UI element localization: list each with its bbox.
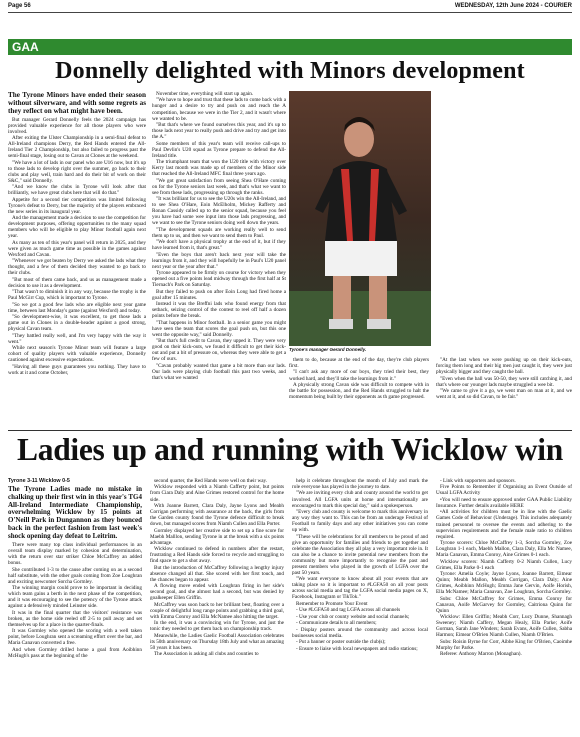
paragraph: them to do, because at the end of the day, they're club players first. — [289, 357, 429, 370]
paragraph: While next season's Tyrone Minor team will feature a large cohort of quality players with valuable experience, Donnelly cautioned against excessive expectations. — [8, 345, 146, 364]
article2-column-1 — [8, 478, 142, 733]
article2-column-4 — [436, 478, 572, 733]
article1-headline: Donnelly delighted with Minors development — [55, 58, 525, 84]
paragraph: It was in the final quarter that the visitors' resistance was broken, as the home side reeled off 2-5 to pull away and set themselves up for a place in the quarter-finals. — [8, 609, 142, 628]
paragraph: It was Gormley who opened the scoring with a well taken point, before Loughran sent a screaming effort over the bar, and Maria Canavan converted a free. — [8, 628, 142, 647]
player-image-icon — [289, 91, 431, 346]
paragraph: And when Gormley drilled home a goal from Aoibhinn McHugh's pass at the beginning of the — [8, 646, 142, 659]
article1-column-4 — [436, 357, 572, 417]
paragraph: "So development-wise, it was excellent, to get those lads a game out in Clones in a double-header against a good strong, physical Cavan team. — [8, 314, 146, 333]
paragraph: Meanwhile, the Ladies Gaelic Football Association celebrates its 50th anniversary on Thursday 18th July and what an amazing 50 years it has been. — [150, 632, 284, 651]
paragraph: Remember to Promote Your Event — [296, 600, 368, 607]
issue-date: WEDNESDAY, 12th June 2024 - COURIER — [454, 3, 572, 9]
paragraph: - Display posters around the community and across local businesses social media. — [292, 626, 428, 639]
paragraph: "Having all these guys guarantees you nothing. They have to work at it and come October, — [8, 363, 146, 376]
player-photo — [289, 91, 431, 346]
section-banner — [8, 39, 572, 55]
paragraph: With Joanne Barrett, Clara Daly, Jayne Lyons and Meabh Corrigan performing with assurance at the back, the girls from the Garden county found the Tyrone defence difficult to break down, but managed scores from Niamh Cullen and Ella Porter. — [150, 502, 284, 528]
paragraph: But they failed to push on after Eoin Long had fired home a goal after 15 minutes. — [152, 288, 286, 301]
photo-caption: Tyrone's manager Gerard Donnelly. — [289, 347, 367, 352]
paragraph: She contributed 1-3 to the cause after coming on as a second half substitute, with the other goals coming from Zoe Loughran and exciting newcomer Sorcha Gormley. — [8, 566, 142, 585]
paragraph: After exiting the Ulster Championship in a semi-final defeat to All-Ireland champions Derry, the Red Hands entered the All-Ireland Tier 2 Championship, but also failed to progress past the semi-final stage, losing out to Cavan at Clones at the weekend. — [8, 135, 146, 160]
paragraph: second quarter, the Red Hands were well on their way. — [154, 478, 268, 484]
paragraph: "The development squads are working really well to send them up to us, and then we want to send them to Paul. — [152, 226, 286, 239]
paragraph: "I can't ask any more of our boys, they tried their best, they worked hard, and they'll take the learnings from it." — [289, 369, 429, 382]
page-number: Page 56 — [8, 3, 31, 9]
paragraph: There were many top class individual performances in an overall team display marked by cohesion and determination, with the return over star striker Chloe McCaffrey an added bonus. — [8, 542, 142, 567]
paragraph: McCaffrey was soon back to her brilliant best, floating over a couple of delightful long range points and grabbing a third goal, with Emma Conroy and Ella McNamee also hitting the target. — [150, 601, 284, 620]
article2-column-1-text — [8, 486, 142, 659]
paragraph: "But that's where we found ourselves this year, and it's up to those lads next year to really push and drive and try and get into the A." — [152, 122, 286, 141]
paragraph: "That happens in Minor football. In a senior game you might have seen the team that scores the goal push on, but this one went the opposite way," said Donnelly. — [152, 319, 286, 338]
paragraph: In the end, it was a convincing win for Tyrone, and just the tonic they needed to get them back on championship track. — [150, 620, 284, 633]
paragraph: The Tyrone Ladies made no mistake in chalking up their first win in this year's TG4 All-Ireland Intermediate Championship, overwhelming Wicklow by 15 points at O'Neill Park in Dungannon as they bounced back in the perfect fashion from last week's shock opening day defeat to Leitrim. — [8, 485, 142, 540]
paragraph: November time, everything will start up again. — [156, 91, 254, 97]
paragraph: "We have to hope and trust that these lads to come back with a hunger and a desire to try and push on and reach the A competition, because we were in the Tier 2, and it wasn't where we wanted to be. — [152, 97, 286, 122]
paragraph: Five Points to Remember if Organising an Event Outside of Usual LGFA Activity — [436, 484, 572, 497]
paragraph: Subs: Roisin Byrne for Corr, Aibhe King for O'Brien, Caoimhe Murphy for Parke. — [436, 638, 572, 651]
paragraph: - Use #LGFA50 and tag LGFA across all channels — [296, 607, 401, 614]
paragraph: Some members of this year's team will receive call-ups to Paul Devlin's U20 squad as Tyrone prepare to defend the All-Ireland title. — [152, 140, 286, 159]
paragraph: "They battled really well, and I'm very happy with the way it went." — [8, 332, 146, 345]
paragraph: A flowing move ended with Loughran firing in her side's second goal, and she almost had a second, but was denied by goalkeeper Ellen Griffin. — [150, 583, 284, 602]
paragraph: But manager Gerard Donnelly feels the 2024 campaign has provided valuable experience for all those players who were involved. — [8, 116, 146, 135]
article1-column-2 — [152, 91, 286, 386]
article2-headline: Ladies up and running with Wicklow win — [17, 432, 563, 467]
article1-column-3 — [289, 357, 429, 417]
article2-column-3 — [292, 478, 428, 733]
article-divider — [8, 430, 572, 431]
paragraph: "Whenever we got beaten by Derry we asked the lads what they thought, and a few of them decided they wanted to go back to their clubs. — [8, 258, 146, 277]
paragraph: The Association is asking all clubs and counties to — [154, 651, 259, 658]
paragraph: "We have a lot of lads in our panel who are U16 now, but it's up to those lads to develop right over the summer, go back to their clubs and play well, train hard and do their bit of work on their S&C," said Donnelly. — [8, 159, 146, 184]
paragraph: •You will need to ensure approved under GAA Public Liability Insurance. Further details available HERE — [436, 496, 572, 509]
paragraph: Tyrone: Amelia Coyle; Jayne Lyons, Joanne Barrett, Eimear Quinn; Meabh Mallon, Meabh Corrigan, Clara Daly; Aine Grimes, Aoibhinn McHugh; Emma Jane Gervin, Aoife Horish, Ella McNamee; Maria Canavan, Zoe Loughran, Sorcha Gormley. — [436, 571, 572, 596]
paragraph: "We want everyone to know about all your events that are taking place so it is important to #LGFA50 on all your posts across social media and tag the LGFA social media pages on X, Facebook, Instagram or TikTok." — [292, 576, 428, 601]
paragraph: "We are inviting every club and county around the world to get involved. All LGFA units at home and internationally are encouraged to mark this special day," said a spokesperson. — [292, 490, 428, 509]
paragraph: "We came to give it a go, we went man on man at it, and we went at it, and so did Cavan, to be fair." — [436, 388, 572, 401]
paragraph: "That wasn't to diminish it in any way, because the trophy is the Paul McGirr Cup, which is important to Tyrone. — [8, 289, 146, 302]
paragraph: "Cavan probably wanted that game a bit more than our lads. Our lads were playing club football this past two weeks, and that's what we wanted — [152, 362, 286, 382]
paragraph: Gormley displayed her creative side to set up a fine score for Maebh Malllon, sending Tyrone in at the break with a six points advantage. — [150, 527, 284, 546]
paragraph: Wicklow responded with a Niamh Cafferty point, but points from Ciara Daly and Aine Grimes restored control for the home side. — [150, 484, 284, 503]
paragraph: Subs: Chloe McCaffrey for Grimes, Emma Conroy for Canavan, Aoife McGarvey for Gormley, Caitriona Quinn for Quinn — [436, 595, 572, 614]
paragraph: "But that's full credit to Cavan, they upped it. They were very good on their kick-outs, we found it difficult to get their kick-out and put a bit of pressure on, whereas they were able to get a few of ours. — [152, 338, 286, 363]
article1-column-1 — [8, 91, 146, 386]
paragraph: - Communicate details to all members; — [296, 620, 377, 627]
paragraph: "These will be celebrations for all members to be proud of and give an opportunity for families and friends to get together and celebrate the Association they all play a very important role in. It can also be a chance to invite potential new members from the community but more importantly to recognise the past and present members who played in the growth of LGFA over the past 50 years. — [292, 533, 428, 576]
paragraph: The triumphant team that won the U20 title with victory over Kerry last month was made up of members of the Minor side that reached the All-Ireland MFC final three years ago. — [152, 159, 286, 178]
paragraph: Instead it was the Breffni lads who found energy from that setback, seizing control of the contest to reel off half a dozen points before the break. — [152, 301, 286, 320]
paragraph: - Ensure to liaise with local newspapers and radio stations; — [296, 645, 418, 652]
paragraph: "Even when the ball was 50-50, they were still catching it, and that's where our younger lads maybe struggled a wee bit. — [436, 375, 572, 388]
paragraph: "We got great satisfaction from seeing Shea O'Hare coming on for the Tyrone seniors last week, and that's what we want to see from these lads, progressing up through the ranks. — [152, 177, 286, 196]
paragraph: "And we know the clubs in Tyrone will look after that brilliantly, we have great clubs here that will do that." — [8, 184, 146, 197]
paragraph: •All activities for children must be in line with the Gaelic Games Code of Behaviour (Underage). This includes adequately trained personnel to oversee the events and adhering to the supervision requirements and the female male ratio to children required. — [436, 509, 572, 540]
paragraph: Wicklow continued to defend in numbers after the restart, frustrating a Red Hands side forced to recycle and struggling to find space to get a shot away. — [150, 546, 284, 565]
article2-column-2 — [150, 478, 284, 733]
paragraph: Tyrone appeared to be firmly on course for victory when they opened out a five points lead midway through the first half at St Tiernach's Park on Saturday. — [152, 270, 286, 289]
section-label: GAA — [12, 40, 39, 54]
paragraph: "We don't have a physical trophy at the end of it, but if they have learned from it, that's great." — [152, 239, 286, 252]
paragraph: Wicklow scorers: Niamh Cafferty 0-2 Niamh Cullen, Lucy Grimes, Ella Parke 0-1 each — [436, 558, 572, 571]
paragraph: The Tyrone Minors have ended their season without silverware, and with some regrets as they reflect on what might have been. — [8, 91, 146, 115]
paragraph: - Put a banner or poster outside the club(s); — [296, 639, 386, 646]
paragraph: - Use your club or county website and social channels; — [296, 613, 410, 620]
paragraph: Appetite for a second tier competition was limited following Tyrone's defeat to Derry, but the majority of the players embraced the new series in its inaugural year. — [8, 196, 146, 215]
paragraph: Tyrone scorers: Chloe McCaffrey 1-3, Sorcha Gormley, Zoe Loughran 1-1 each, Maebh Mallon, Clara Daly, Ella Mc Namee, Maria Canavan, Emma Conroy, Aine Grimes 0-1 each. — [436, 540, 572, 559]
paragraph: - Link with supporters and sponsors. — [440, 478, 516, 484]
masthead-bar — [8, 3, 572, 13]
paragraph: The winning margin could prove to be important in deciding which team gains a berth in the next phase of the competition, and it was encouraging to see the potency of the Tyrone attack against a defensively minded Leinster side. — [8, 585, 142, 610]
paragraph: As many as ten of this year's panel will return in 2025, and they were given as much game time as possible in the games against Wexford and Cavan. — [8, 239, 146, 258]
paragraph: Referee: Anthony Marron (Monaghan). — [440, 651, 522, 658]
paragraph: Wicklow: Ellen Griffin; Meabh Corr, Lucy Dunne, Shannagh Sweeney; Niamh Caffery, Megan Healy, Ella Parke; Aoife Gorman, Sarah Jane Winders; Sarah Evans, Aoife Cullen, Sabha Harmon; Eimear O'Brien Niamh Cullen, Niamh O'Brien. — [436, 614, 572, 639]
paragraph: And the management made a decision to use the competition for development purposes, offering opportunities to the many squad members who will be eligible to play Minor football again next year. — [8, 215, 146, 240]
article2-body — [8, 478, 572, 733]
paragraph: But the introduction of McCaffrey following a lengthy injury absence changed all that. She scored with her first touch, and the chances began to appear. — [150, 564, 284, 583]
paragraph: "Even the boys that aren't back next year will take the learnings from it, and they will hopefully be in Paul's U20 panel next year or the year after that." — [152, 251, 286, 270]
paragraph: help it celebrate throughout the month of July and mark the role everyone has played in the journey to date. — [292, 478, 428, 491]
paragraph: "So we got a good few lads who are eligible next year game time, between last Monday's game (against Wexford) and today. — [8, 301, 146, 314]
match-score: Tyrone 3-11 Wicklow 0-5 — [8, 478, 70, 484]
paragraph: "But most of them came back, and us as management made a decision to use it as a development. — [8, 276, 146, 289]
paragraph: "At the last when we were pushing up on their kick-outs, forcing them long and their big men just caught it, they were just physically bigger and they caught the ball. — [436, 357, 572, 376]
paragraph: A physically strong Cavan side was difficult to compete with in the battle for possession, and the Red Hands struggled to halt the momentum being built by their opponents as th game progressed. — [289, 381, 429, 401]
paragraph: "It was brilliant for us to see the U20s win the All-Ireland, and to see Shea O'Hare, Eoin McElholm, Mickey Rafferty and Ronan Cassidy called up to the senior squad, because you feel you have had some wee input into those lads progressing, and we want to see the Tyrone seniors doing well down the years. — [152, 196, 286, 227]
paragraph: "Every club and county is welcome to mark this anniversary in any way they want to. This can be from an underage Festival of Football to family days and any other initiatives you can come up with. — [292, 509, 428, 534]
